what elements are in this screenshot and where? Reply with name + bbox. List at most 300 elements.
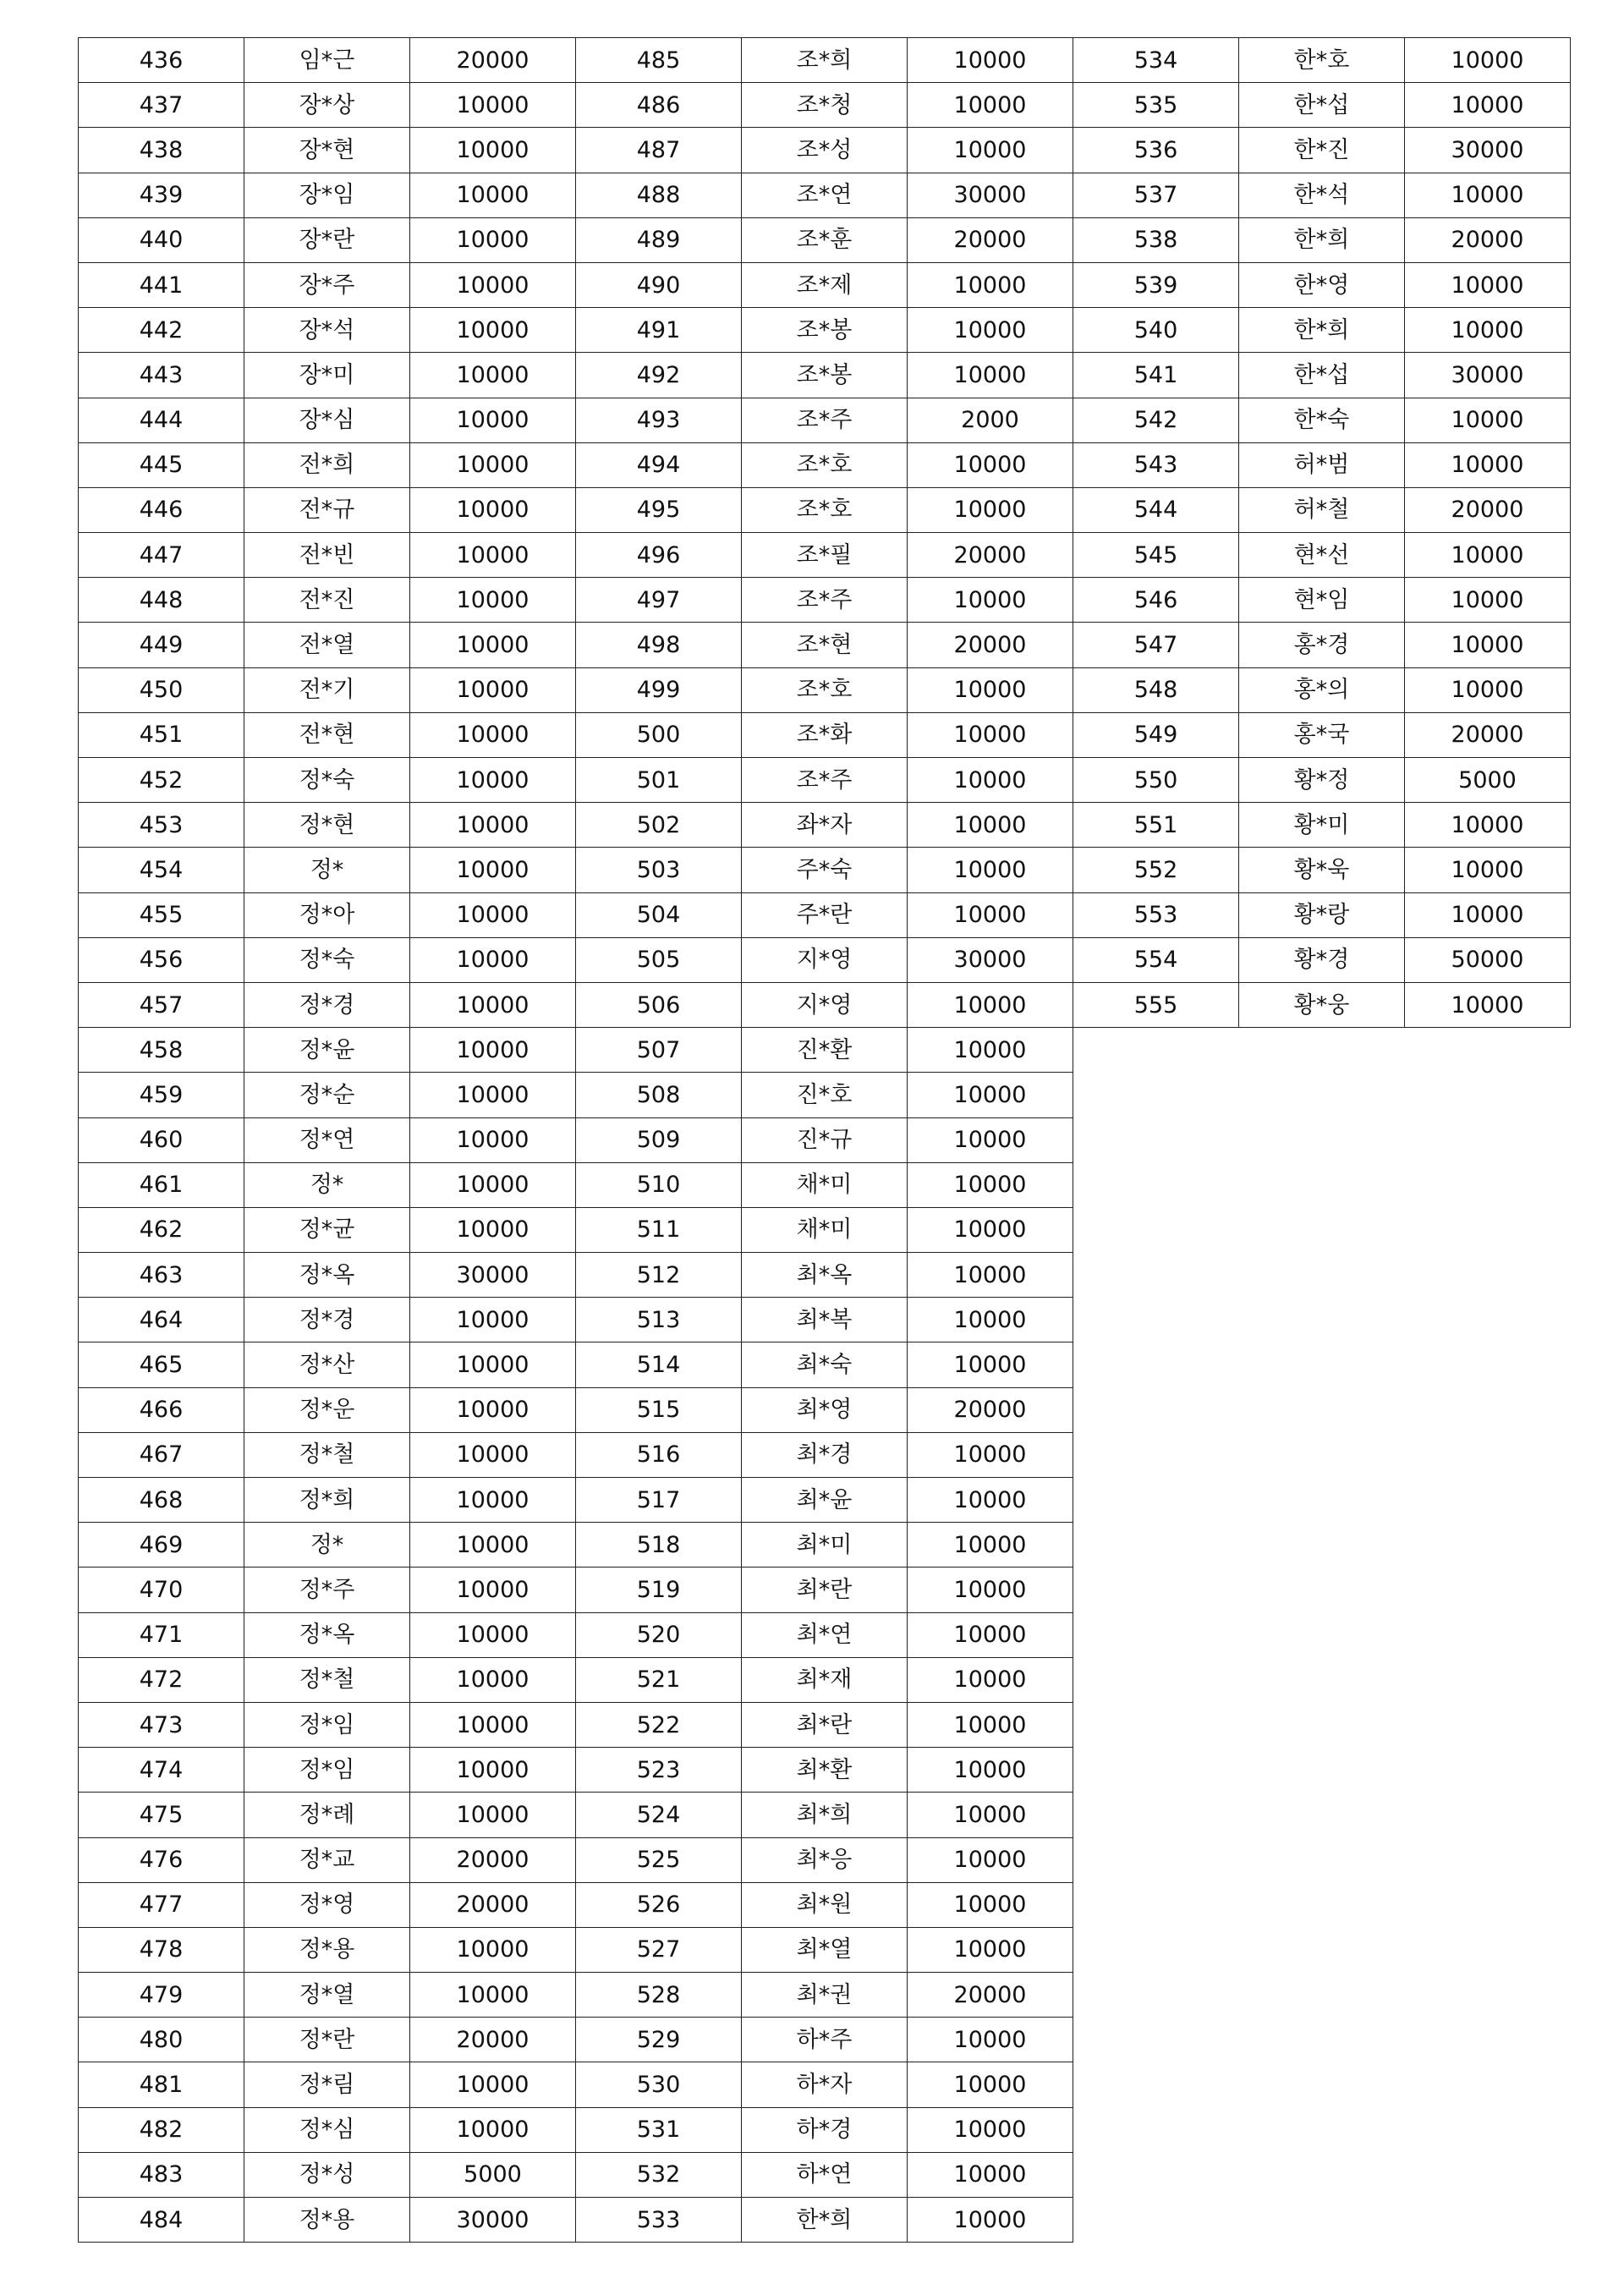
number-cell: 540 [1073, 308, 1239, 353]
table-row [576, 173, 1073, 217]
name-cell: 장*석 [244, 308, 410, 353]
number-cell: 542 [1073, 398, 1239, 442]
number-cell: 440 [79, 217, 244, 262]
table-row [79, 803, 576, 848]
number-cell: 506 [576, 982, 742, 1027]
name-cell: 정*임 [244, 1702, 410, 1747]
number-cell: 534 [1073, 38, 1239, 83]
number-cell: 513 [576, 1298, 742, 1342]
amount-cell: 20000 [908, 217, 1073, 262]
amount-cell: 10000 [908, 982, 1073, 1027]
table-row [79, 848, 576, 892]
table-row [79, 308, 576, 353]
amount-cell: 30000 [410, 1253, 576, 1298]
number-cell: 504 [576, 892, 742, 937]
number-cell: 451 [79, 712, 244, 757]
number-cell: 516 [576, 1432, 742, 1477]
name-cell: 정*성 [244, 2152, 410, 2197]
name-cell: 정*용 [244, 1927, 410, 1972]
table-row [576, 487, 1073, 532]
number-cell: 436 [79, 38, 244, 83]
name-cell: 주*숙 [742, 848, 908, 892]
number-cell: 479 [79, 1973, 244, 2018]
number-cell: 491 [576, 308, 742, 353]
name-cell: 장*주 [244, 262, 410, 307]
number-cell: 500 [576, 712, 742, 757]
number-cell: 551 [1073, 803, 1239, 848]
amount-cell: 10000 [908, 1702, 1073, 1747]
amount-cell: 10000 [908, 1568, 1073, 1612]
name-cell: 정*윤 [244, 1028, 410, 1073]
name-cell: 조*주 [742, 578, 908, 623]
name-cell: 정*철 [244, 1657, 410, 1702]
number-cell: 460 [79, 1117, 244, 1162]
number-cell: 550 [1073, 758, 1239, 803]
table-row [576, 1162, 1073, 1207]
amount-cell: 10000 [908, 1612, 1073, 1657]
name-cell: 장*임 [244, 173, 410, 217]
amount-cell: 10000 [908, 667, 1073, 712]
number-cell: 554 [1073, 937, 1239, 982]
amount-cell: 10000 [410, 1073, 576, 1117]
name-cell: 정*례 [244, 1793, 410, 1837]
name-cell: 채*미 [742, 1162, 908, 1207]
amount-cell: 5000 [410, 2152, 576, 2197]
amount-cell: 10000 [410, 217, 576, 262]
number-cell: 469 [79, 1523, 244, 1568]
table-row [576, 1207, 1073, 1252]
amount-cell: 10000 [410, 1342, 576, 1387]
amount-cell: 10000 [410, 848, 576, 892]
amount-cell: 10000 [908, 1478, 1073, 1523]
table-row [576, 2062, 1073, 2107]
amount-cell: 10000 [908, 38, 1073, 83]
name-cell: 황*경 [1239, 937, 1405, 982]
number-cell: 514 [576, 1342, 742, 1387]
table-row [79, 758, 576, 803]
name-cell: 황*웅 [1239, 982, 1405, 1027]
number-cell: 457 [79, 982, 244, 1027]
number-cell: 458 [79, 1028, 244, 1073]
name-cell: 정*희 [244, 1478, 410, 1523]
name-cell: 최*원 [742, 1882, 908, 1927]
table-row [79, 982, 576, 1027]
number-cell: 473 [79, 1702, 244, 1747]
table-row [576, 217, 1073, 262]
amount-cell: 10000 [410, 1207, 576, 1252]
table-row [1073, 982, 1571, 1027]
table-row [1073, 758, 1571, 803]
amount-cell: 10000 [908, 1523, 1073, 1568]
table-row [79, 1657, 576, 1702]
name-cell: 한*호 [1239, 38, 1405, 83]
amount-cell: 10000 [410, 1162, 576, 1207]
amount-cell: 10000 [1405, 848, 1571, 892]
number-cell: 495 [576, 487, 742, 532]
amount-cell: 10000 [1405, 803, 1571, 848]
number-cell: 468 [79, 1478, 244, 1523]
name-cell: 정* [244, 1162, 410, 1207]
table-row [1073, 803, 1571, 848]
name-cell: 한*희 [742, 2198, 908, 2243]
amount-cell: 10000 [908, 1117, 1073, 1162]
table-row [79, 1882, 576, 1927]
number-cell: 498 [576, 623, 742, 667]
name-cell: 황*랑 [1239, 892, 1405, 937]
table-row [1073, 848, 1571, 892]
amount-cell: 10000 [908, 1162, 1073, 1207]
amount-cell: 20000 [410, 1837, 576, 1882]
name-cell: 정*경 [244, 1298, 410, 1342]
number-cell: 541 [1073, 353, 1239, 398]
name-cell: 정*용 [244, 2198, 410, 2243]
amount-cell: 10000 [410, 173, 576, 217]
table-row [79, 937, 576, 982]
name-cell: 장*미 [244, 353, 410, 398]
amount-cell: 10000 [1405, 38, 1571, 83]
name-cell: 조*주 [742, 758, 908, 803]
number-cell: 549 [1073, 712, 1239, 757]
amount-cell: 10000 [908, 1657, 1073, 1702]
amount-cell: 10000 [410, 667, 576, 712]
table-row [576, 533, 1073, 578]
name-cell: 조*청 [742, 83, 908, 128]
table-row [576, 1612, 1073, 1657]
amount-cell: 10000 [410, 712, 576, 757]
name-cell: 현*선 [1239, 533, 1405, 578]
amount-cell: 10000 [908, 1837, 1073, 1882]
table-row [576, 1837, 1073, 1882]
table-row [576, 1882, 1073, 1927]
amount-cell: 10000 [1405, 892, 1571, 937]
name-cell: 정*숙 [244, 758, 410, 803]
number-cell: 455 [79, 892, 244, 937]
name-cell: 장*심 [244, 398, 410, 442]
number-cell: 472 [79, 1657, 244, 1702]
name-cell: 최*윤 [742, 1478, 908, 1523]
table-row [576, 623, 1073, 667]
number-cell: 467 [79, 1432, 244, 1477]
table-row [1073, 712, 1571, 757]
amount-cell: 10000 [410, 1748, 576, 1793]
name-cell: 정*아 [244, 892, 410, 937]
table-row [79, 623, 576, 667]
name-cell: 정*주 [244, 1568, 410, 1612]
amount-cell: 10000 [1405, 667, 1571, 712]
amount-cell: 10000 [410, 83, 576, 128]
number-cell: 493 [576, 398, 742, 442]
table-row [79, 1117, 576, 1162]
table-row [79, 712, 576, 757]
name-cell: 정*산 [244, 1342, 410, 1387]
name-cell: 황*미 [1239, 803, 1405, 848]
name-cell: 정* [244, 848, 410, 892]
number-cell: 520 [576, 1612, 742, 1657]
table-row [576, 353, 1073, 398]
number-cell: 547 [1073, 623, 1239, 667]
table-row [79, 1207, 576, 1252]
table-row [576, 1793, 1073, 1837]
table-row [576, 1432, 1073, 1477]
number-cell: 528 [576, 1973, 742, 2018]
table-row [79, 1298, 576, 1342]
table-row [79, 1253, 576, 1298]
amount-cell: 30000 [1405, 353, 1571, 398]
table-row [1073, 892, 1571, 937]
number-cell: 471 [79, 1612, 244, 1657]
table-row [79, 262, 576, 307]
number-cell: 443 [79, 353, 244, 398]
amount-cell: 10000 [410, 578, 576, 623]
name-cell: 정*임 [244, 1748, 410, 1793]
name-cell: 채*미 [742, 1207, 908, 1252]
amount-cell: 10000 [410, 308, 576, 353]
table-row [1073, 128, 1571, 173]
number-cell: 531 [576, 2107, 742, 2152]
amount-cell: 10000 [1405, 83, 1571, 128]
name-cell: 최*환 [742, 1748, 908, 1793]
table-row [576, 1073, 1073, 1117]
number-cell: 501 [576, 758, 742, 803]
name-cell: 최*옥 [742, 1253, 908, 1298]
name-cell: 정*순 [244, 1073, 410, 1117]
amount-cell: 10000 [908, 128, 1073, 173]
number-cell: 517 [576, 1478, 742, 1523]
table-row [576, 1657, 1073, 1702]
table-row [1073, 487, 1571, 532]
name-cell: 황*욱 [1239, 848, 1405, 892]
table-row [79, 1973, 576, 2018]
amount-cell: 10000 [908, 803, 1073, 848]
number-cell: 529 [576, 2018, 742, 2062]
amount-cell: 10000 [1405, 623, 1571, 667]
table-row [79, 578, 576, 623]
table-row [576, 442, 1073, 487]
number-cell: 484 [79, 2198, 244, 2243]
table-row [1073, 38, 1571, 83]
table-row [79, 2018, 576, 2062]
number-cell: 508 [576, 1073, 742, 1117]
amount-cell: 10000 [908, 1253, 1073, 1298]
table-row [1073, 353, 1571, 398]
table-row [79, 533, 576, 578]
name-cell: 최*복 [742, 1298, 908, 1342]
number-cell: 441 [79, 262, 244, 307]
number-cell: 552 [1073, 848, 1239, 892]
number-cell: 548 [1073, 667, 1239, 712]
table-row [79, 2107, 576, 2152]
number-cell: 489 [576, 217, 742, 262]
name-cell: 장*현 [244, 128, 410, 173]
amount-cell: 10000 [410, 937, 576, 982]
table-row [576, 38, 1073, 83]
amount-cell: 10000 [908, 1432, 1073, 1477]
table-row [1073, 262, 1571, 307]
table-row [79, 442, 576, 487]
number-cell: 452 [79, 758, 244, 803]
name-cell: 최*연 [742, 1612, 908, 1657]
name-cell: 조*화 [742, 712, 908, 757]
name-cell: 정*경 [244, 982, 410, 1027]
table-row [79, 83, 576, 128]
table-row [576, 1342, 1073, 1387]
name-cell: 하*연 [742, 2152, 908, 2197]
table-row [576, 308, 1073, 353]
amount-cell: 10000 [908, 1073, 1073, 1117]
name-cell: 홍*경 [1239, 623, 1405, 667]
name-cell: 한*섭 [1239, 353, 1405, 398]
name-cell: 정* [244, 1523, 410, 1568]
number-cell: 463 [79, 1253, 244, 1298]
amount-cell: 10000 [908, 487, 1073, 532]
amount-cell: 10000 [908, 1882, 1073, 1927]
amount-cell: 10000 [908, 758, 1073, 803]
name-cell: 조*훈 [742, 217, 908, 262]
amount-cell: 10000 [908, 712, 1073, 757]
number-cell: 445 [79, 442, 244, 487]
number-cell: 466 [79, 1387, 244, 1432]
number-cell: 475 [79, 1793, 244, 1837]
amount-cell: 10000 [410, 1117, 576, 1162]
name-cell: 조*성 [742, 128, 908, 173]
table-row [576, 2152, 1073, 2197]
table-row [79, 38, 576, 83]
table-row [576, 2198, 1073, 2243]
amount-cell: 20000 [410, 1882, 576, 1927]
table-row [1073, 623, 1571, 667]
name-cell: 전*열 [244, 623, 410, 667]
name-cell: 지*영 [742, 937, 908, 982]
amount-cell: 10000 [410, 803, 576, 848]
amount-cell: 10000 [1405, 533, 1571, 578]
table-row [79, 1748, 576, 1793]
number-cell: 454 [79, 848, 244, 892]
number-cell: 456 [79, 937, 244, 982]
number-cell: 523 [576, 1748, 742, 1793]
amount-cell: 10000 [410, 1793, 576, 1837]
name-cell: 허*범 [1239, 442, 1405, 487]
number-cell: 465 [79, 1342, 244, 1387]
amount-cell: 10000 [410, 1523, 576, 1568]
amount-cell: 20000 [1405, 487, 1571, 532]
table-row [576, 2018, 1073, 2062]
table-row [1073, 308, 1571, 353]
table-row [576, 1117, 1073, 1162]
name-cell: 정*운 [244, 1387, 410, 1432]
amount-cell: 10000 [908, 1748, 1073, 1793]
number-cell: 461 [79, 1162, 244, 1207]
number-cell: 444 [79, 398, 244, 442]
amount-cell: 10000 [1405, 442, 1571, 487]
table-row [576, 1028, 1073, 1073]
amount-cell: 10000 [410, 2107, 576, 2152]
number-cell: 538 [1073, 217, 1239, 262]
number-cell: 553 [1073, 892, 1239, 937]
number-cell: 486 [576, 83, 742, 128]
name-cell: 최*숙 [742, 1342, 908, 1387]
name-cell: 전*빈 [244, 533, 410, 578]
number-cell: 448 [79, 578, 244, 623]
amount-cell: 30000 [908, 173, 1073, 217]
number-cell: 527 [576, 1927, 742, 1972]
number-cell: 485 [576, 38, 742, 83]
number-cell: 507 [576, 1028, 742, 1073]
amount-cell: 20000 [1405, 217, 1571, 262]
table-row [79, 1073, 576, 1117]
amount-cell: 20000 [908, 1387, 1073, 1432]
table-row [79, 1432, 576, 1477]
number-cell: 449 [79, 623, 244, 667]
number-cell: 502 [576, 803, 742, 848]
name-cell: 진*호 [742, 1073, 908, 1117]
table-row [79, 487, 576, 532]
amount-cell: 10000 [1405, 398, 1571, 442]
table-row [576, 1927, 1073, 1972]
number-cell: 522 [576, 1702, 742, 1747]
number-cell: 490 [576, 262, 742, 307]
name-cell: 전*현 [244, 712, 410, 757]
name-cell: 조*호 [742, 442, 908, 487]
table-row [576, 128, 1073, 173]
name-cell: 하*자 [742, 2062, 908, 2107]
number-cell: 459 [79, 1073, 244, 1117]
amount-cell: 10000 [908, 1028, 1073, 1073]
table-row [576, 1523, 1073, 1568]
table-row [79, 1837, 576, 1882]
number-cell: 482 [79, 2107, 244, 2152]
name-cell: 최*란 [742, 1568, 908, 1612]
table-row [576, 803, 1073, 848]
name-cell: 조*봉 [742, 308, 908, 353]
name-cell: 전*희 [244, 442, 410, 487]
table-row [79, 667, 576, 712]
table-row [576, 1748, 1073, 1793]
table-row [79, 1478, 576, 1523]
table-row [79, 1028, 576, 1073]
table-row [1073, 83, 1571, 128]
name-cell: 황*정 [1239, 758, 1405, 803]
name-cell: 한*영 [1239, 262, 1405, 307]
number-cell: 499 [576, 667, 742, 712]
amount-cell: 10000 [1405, 982, 1571, 1027]
amount-cell: 10000 [908, 1342, 1073, 1387]
table-row [576, 667, 1073, 712]
number-cell: 438 [79, 128, 244, 173]
number-cell: 450 [79, 667, 244, 712]
name-cell: 한*진 [1239, 128, 1405, 173]
name-cell: 조*연 [742, 173, 908, 217]
amount-cell: 10000 [410, 487, 576, 532]
name-cell: 홍*의 [1239, 667, 1405, 712]
name-cell: 한*숙 [1239, 398, 1405, 442]
amount-cell: 30000 [1405, 128, 1571, 173]
name-cell: 홍*국 [1239, 712, 1405, 757]
number-cell: 442 [79, 308, 244, 353]
name-cell: 장*상 [244, 83, 410, 128]
number-cell: 470 [79, 1568, 244, 1612]
name-cell: 최*응 [742, 1837, 908, 1882]
amount-cell: 10000 [410, 892, 576, 937]
amount-cell: 10000 [908, 442, 1073, 487]
number-cell: 464 [79, 1298, 244, 1342]
table-row [576, 937, 1073, 982]
table-row [576, 982, 1073, 1027]
number-cell: 537 [1073, 173, 1239, 217]
amount-cell: 10000 [410, 262, 576, 307]
number-cell: 496 [576, 533, 742, 578]
table-row [576, 892, 1073, 937]
name-cell: 최*권 [742, 1973, 908, 2018]
